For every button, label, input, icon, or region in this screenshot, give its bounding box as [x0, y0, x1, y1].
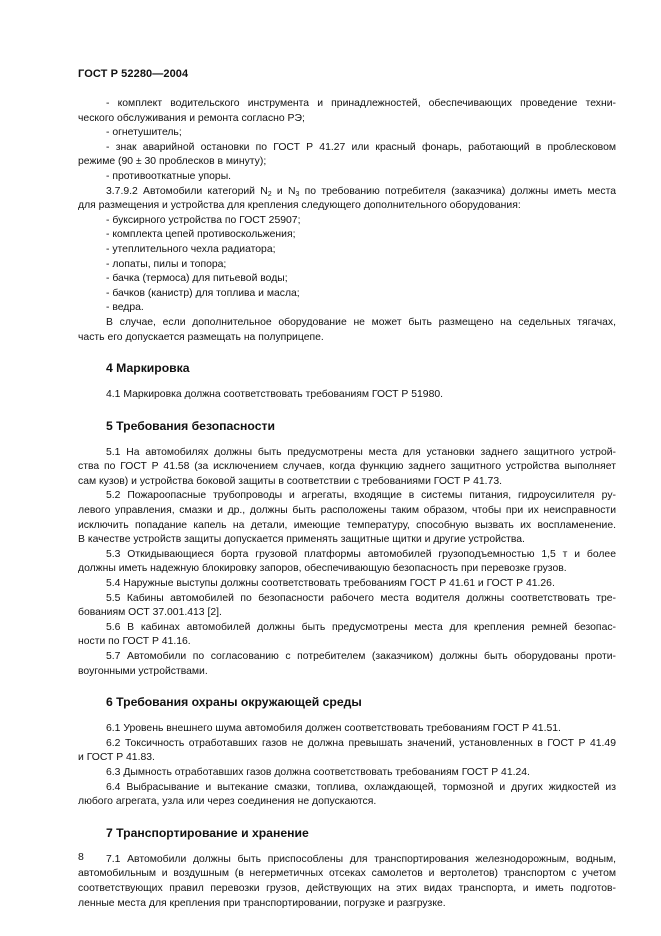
paragraph [78, 170, 616, 185]
text-line: ства по ГОСТ Р 41.58 (за исключением случаев, когда функцию заднего защитного устройства выполняет [78, 461, 616, 473]
text-line: 6.1 Уровень внешнего шума автомобиля должен соответствовать требованиям ГОСТ Р 41.51. [106, 723, 561, 735]
paragraph [78, 548, 616, 577]
paragraph [78, 228, 616, 243]
paragraph [78, 141, 616, 170]
page-number: 8 [78, 851, 84, 863]
text-line: ческого обслуживания и ремонта согласно РЭ; [78, 112, 305, 124]
paragraph [78, 577, 616, 592]
paragraph [78, 737, 616, 766]
paragraph [78, 214, 616, 229]
text-line: В качестве устройств защиты допускается применять защитные щитки и другие устройства. [78, 534, 525, 546]
text-line: 5.4 Наружные выступы должны соответствовать требованиям ГОСТ Р 41.61 и ГОСТ Р 41.26. [106, 578, 555, 590]
text-line: исключить попадание капель на детали, имеющие температуру, способную вызвать их воспламенение. [78, 519, 616, 531]
paragraph [78, 97, 616, 126]
text-line: 5.6 В кабинах автомобилей должны быть предусмотрены места для крепления ремней безопас- [106, 621, 616, 633]
text-line: для размещения и устройства для крепления следующего дополнительного оборудования: [78, 200, 521, 212]
paragraph [78, 621, 616, 650]
text-line: - знак аварийной остановки по ГОСТ Р 41.27 или красный фонарь, работающий в проблесковом [106, 141, 616, 153]
paragraph [78, 185, 616, 214]
section-heading: 7 Транспортирование и хранение [106, 825, 309, 840]
text-line: часть его допускается размещать на полуприцепе. [78, 331, 324, 343]
text-line: автомобильным и воздушным (в негерметичных отсеках самолетов и вертолетов) транспортом с учетом [78, 868, 616, 880]
text-line: - противооткатные упоры. [106, 170, 232, 182]
text-line: - огнетушитель; [106, 127, 182, 139]
text-line: - буксирного устройства по ГОСТ 25907; [106, 214, 301, 226]
paragraph [78, 301, 616, 316]
text-line: левого управления, смазки и др., должны быть расположены таким образом, чтобы при их неисправности [78, 505, 616, 517]
paragraph [78, 243, 616, 258]
text-line: 5.2 Пожароопасные трубопроводы и агрегаты, входящие в системы питания, гидроусилителя ру- [106, 490, 616, 502]
text-line: - ведра. [106, 302, 144, 314]
text-line: 5.7 Автомобили по согласованию с потребителем (заказчиком) должны быть оборудованы проти- [106, 651, 616, 662]
text-line: ленные места для крепления при транспортировании, погрузке и разгрузке. [78, 897, 446, 909]
paragraph [78, 592, 616, 621]
text-line: 6.4 Выбрасывание и вытекание смазки, топлива, охлаждающей, тормозной и других жидкостей из [106, 781, 616, 793]
text-line: сам кузов) и устройства боковой защиты в соответствии с требованиями ГОСТ Р 41.73. [78, 475, 502, 487]
text-line: бованиям ОСТ 37.001.413 [2]. [78, 607, 222, 619]
paragraph [78, 388, 616, 403]
text-line: - бачков (канистр) для топлива и масла; [106, 287, 300, 299]
paragraph [78, 722, 616, 737]
text-line: любого агрегата, узла или через соединения не допускаются. [78, 796, 377, 808]
text-line: 6.3 Дымность отработавших газов должна соответствовать требованиям ГОСТ Р 41.24. [106, 766, 530, 778]
text-line: - комплекта цепей противоскольжения; [106, 229, 296, 241]
text-line: режиме (90 ± 30 проблесков в минуту); [78, 156, 267, 168]
text-line: 6.2 Токсичность отработавших газов не должна превышать значений, установленных в ГОСТ Р 41.49 [106, 737, 616, 749]
text-line: В случае, если дополнительное оборудование не может быть размещено на седельных тягачах, [106, 316, 616, 328]
paragraph [78, 650, 616, 679]
paragraph [78, 287, 616, 302]
text-line: - лопаты, пилы и топора; [106, 258, 227, 270]
text-line: 3.7.9.2 Автомобили категорий $N_2$ и $N_3$ по требованию потребителя (заказчика) должны иметь места [106, 185, 616, 198]
text-line: 5.5 Кабины автомобилей по безопасности рабочего места водителя должны соответствовать тре- [106, 592, 616, 604]
section-heading: 4 Маркировка [106, 361, 190, 376]
text-line: - комплект водительского инструмента и принадлежностей, обеспечивающих проведение техни- [106, 98, 616, 109]
text-line: 5.3 Откидывающиеся борта грузовой платформы автомобилей грузоподъемностью 1,5 т и более [106, 548, 616, 560]
paragraph [78, 316, 616, 345]
section-heading: 6 Требования охраны окружающей среды [106, 695, 362, 710]
paragraph [78, 489, 616, 547]
paragraph [78, 126, 616, 141]
text-line: ности по ГОСТ Р 41.16. [78, 636, 191, 648]
text-line: воугонными устройствами. [78, 665, 208, 677]
paragraph [78, 272, 616, 287]
paragraph [78, 446, 616, 490]
text-line: 7.1 Автомобили должны быть приспособлены для транспортирования железнодорожным, водным, [106, 853, 616, 865]
text-line: 4.1 Маркировка должна соответствовать требованиям ГОСТ Р 51980. [106, 389, 444, 401]
paragraph [78, 258, 616, 273]
text-line: соответствующих правил перевозки грузов, действующих на этих видах транспорта, и иметь подготов- [78, 882, 616, 894]
text-line: - бачка (термоса) для питьевой воды; [106, 273, 288, 285]
paragraph [78, 766, 616, 781]
text-line: должны иметь надежную блокировку запоров, обеспечивающую безопасность при перевозке грузов. [78, 563, 567, 575]
document-body [78, 97, 616, 911]
page-header-standard-code: ГОСТ Р 52280—2004 [78, 68, 189, 80]
text-line: и ГОСТ Р 41.83. [78, 752, 155, 764]
text-line: 5.1 На автомобилях должны быть предусмотрены места для установки заднего защитного устрой- [106, 446, 616, 458]
text-line: - утеплительного чехла радиатора; [106, 243, 276, 255]
paragraph [78, 853, 616, 911]
paragraph [78, 781, 616, 810]
section-heading: 5 Требования безопасности [106, 418, 275, 433]
